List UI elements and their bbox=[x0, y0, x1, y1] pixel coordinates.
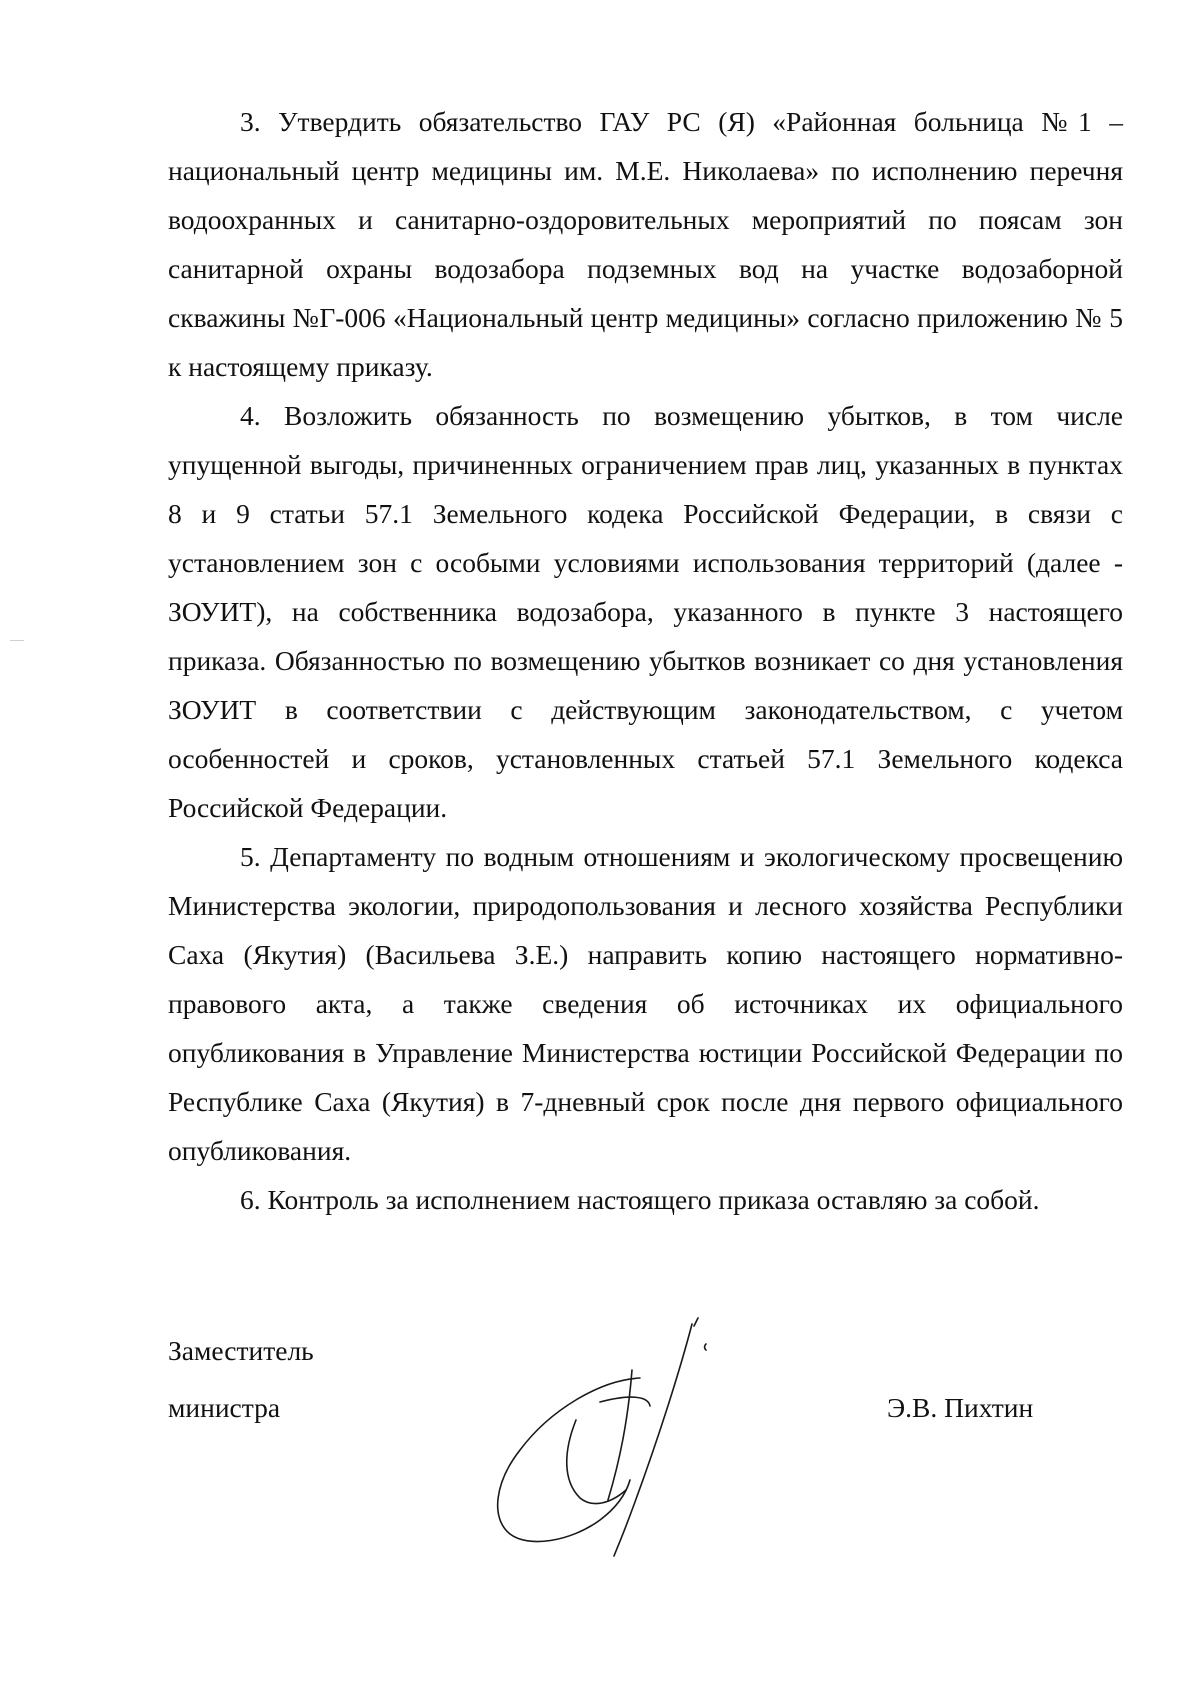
handwritten-signature bbox=[480, 1310, 720, 1570]
signatory-title-line-1: Заместитель bbox=[168, 1335, 314, 1366]
paragraph-item-3: 3. Утвердить обязательство ГАУ РС (Я) «Районная больница №1 – национальный центр медицины им. М.Е. Николаева» по исполнению перечня водоохранных и санитарно-оздоровительных мероприятий по поясам зон санитарной охраны водозабора подземных вод на участке водозаборной скважины №Г-006 «Национальный центр медицины» согласно приложению № 5 к настоящему приказу. bbox=[168, 106, 1123, 382]
paragraph-item-5: 5. Департаменту по водным отношениям и экологическому просвещению Министерства экологии, природопользования и лесного хозяйства Республики Саха (Якутия) (Васильева З.Е.) направить копию настоящего нормативно-правового акта, а также сведения об источниках их официального опубликования в Управление Министерства юстиции Российской Федерации по Республике Саха (Якутия) в 7-дневный срок после дня первого официального опубликования. bbox=[168, 841, 1123, 1166]
paragraph-item-6: 6. Контроль за исполнением настоящего приказа оставляю за собой. bbox=[240, 1184, 1040, 1215]
paragraph-item-4: 4. Возложить обязанность по возмещению убытков, в том числе упущенной выгоды, причиненных ограничением прав лиц, указанных в пунктах 8 и 9 статьи 57.1 Земельного кодека Российской Федерации, в связи с установлением зон с особыми условиями использования территорий (далее - ЗОУИТ), на собственника водозабора, указанного в пункте 3 настоящего приказа. Обязанностью по возмещению убытков возникает со дня установления ЗОУИТ в соответствии с действующим законодательством, с учетом особенностей и сроков, установленных статьей 57.1 Земельного кодекса Российской Федерации. bbox=[168, 400, 1123, 823]
signatory-title-line-2: министра bbox=[168, 1392, 281, 1423]
signatory-name: Э.В. Пихтин bbox=[887, 1392, 1034, 1423]
